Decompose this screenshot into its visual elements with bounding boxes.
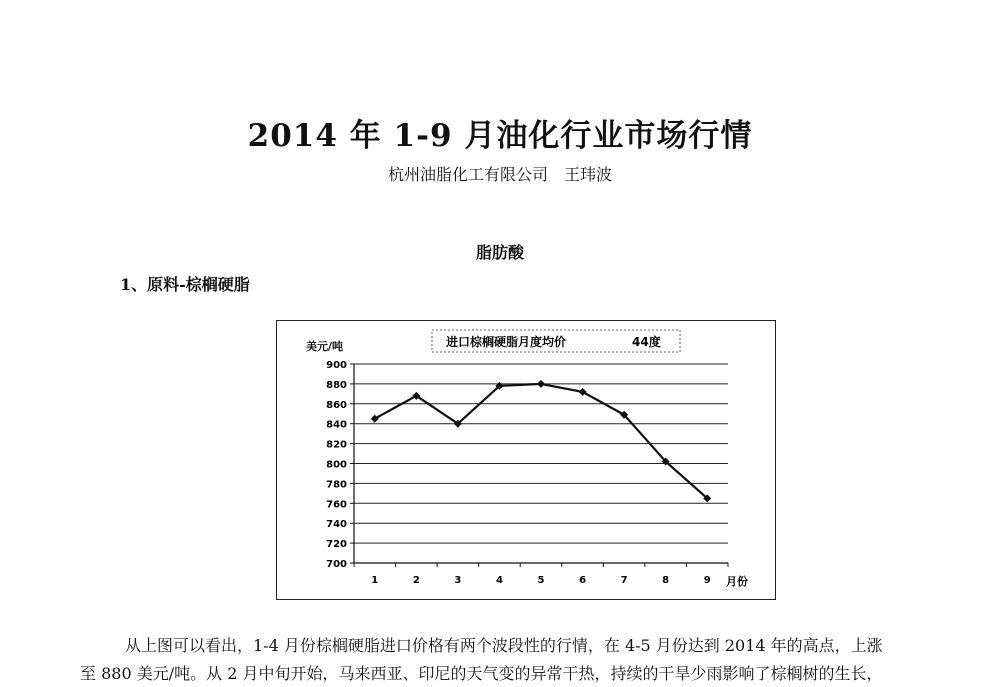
y-tick-label-840: 840 — [326, 419, 347, 431]
x-tick-label-1: 1 — [371, 575, 379, 586]
y-tick-label-800: 800 — [326, 459, 347, 471]
paragraph-line-1: 从上图可以看出，1-4 月份棕榈硬脂进口价格有两个波段性的行情，在 4-5 月份达到 2014 年的高点，上涨 — [125, 636, 883, 655]
author-company: 杭州油脂化工有限公司 — [387, 165, 548, 184]
price-chart — [276, 320, 776, 600]
x-tick-label-3: 3 — [454, 575, 462, 586]
document-byline — [0, 162, 1000, 185]
x-tick-label-6: 6 — [579, 575, 587, 586]
chart-title: 进口棕榈硬脂月度均价 — [446, 335, 567, 349]
y-tick-label-900: 900 — [326, 360, 347, 371]
price-chart-svg — [276, 320, 776, 600]
section-heading: 脂肪酸 — [475, 243, 524, 262]
y-tick-label-860: 860 — [326, 399, 347, 411]
y-axis-label: 美元/吨 — [306, 340, 344, 353]
y-tick-label-720: 720 — [326, 539, 347, 551]
x-tick-label-7: 7 — [620, 575, 628, 586]
x-tick-label-2: 2 — [412, 575, 420, 586]
x-tick-label-9: 9 — [703, 575, 711, 586]
y-tick-label-740: 740 — [326, 519, 347, 531]
y-tick-label-760: 760 — [326, 499, 347, 511]
y-tick-label-820: 820 — [326, 439, 347, 451]
y-tick-label-880: 880 — [326, 379, 347, 391]
paragraph-line-2: 至 880 美元/吨。从 2 月中旬开始，马来西亚、印尼的天气变的异常干热，持续的干旱少雨影响了棕榈树的生长， — [80, 664, 883, 683]
subsection-heading: 1、原料-棕榈硬脂 — [120, 275, 250, 294]
x-tick-label-5: 5 — [537, 575, 545, 586]
y-tick-label-780: 780 — [326, 479, 347, 491]
author-name: 王玮波 — [564, 165, 613, 184]
x-tick-label-8: 8 — [662, 575, 670, 586]
document-title: 2014 年 1-9 月油化行业市场行情 — [247, 118, 753, 154]
x-tick-label-4: 4 — [495, 575, 503, 586]
y-tick-label-700: 700 — [326, 559, 347, 570]
chart-title-note: 44度 — [632, 335, 661, 349]
chart-frame — [277, 321, 776, 600]
x-axis-label: 月份 — [726, 575, 748, 588]
